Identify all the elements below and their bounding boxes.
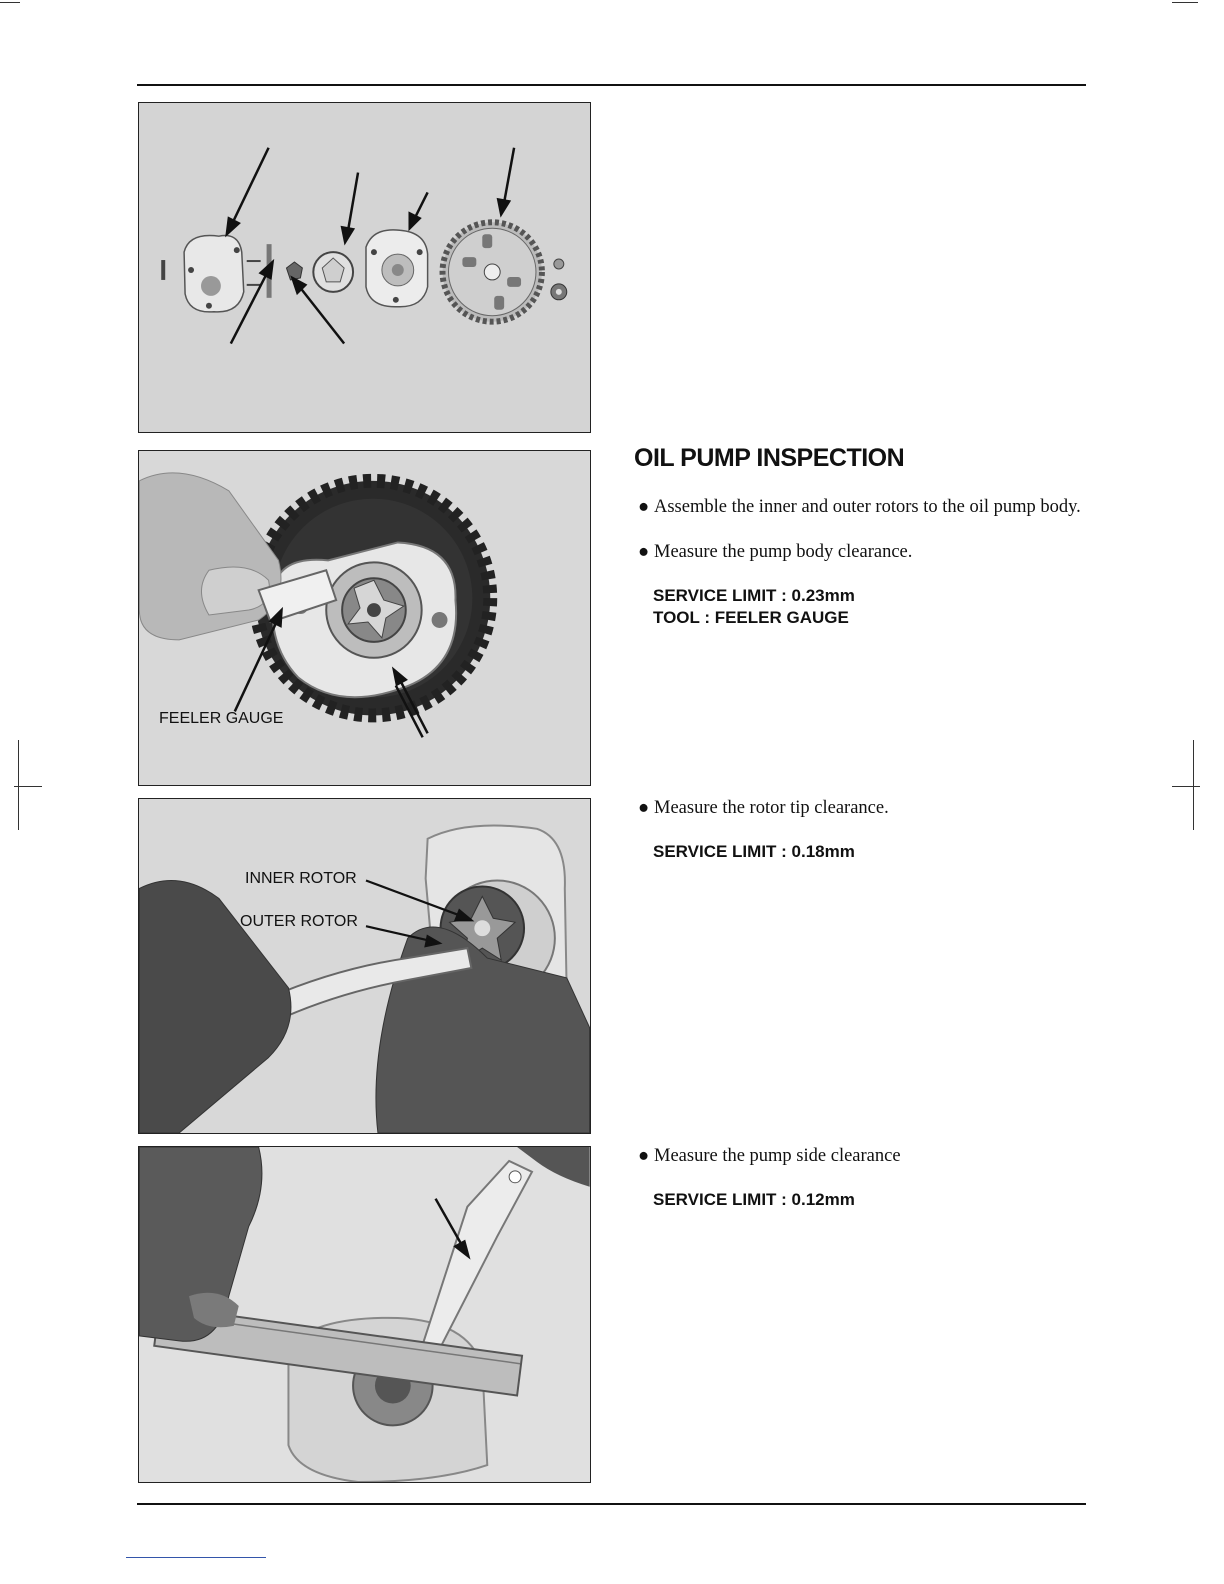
outer-rotor-label: OUTER ROTOR	[240, 913, 358, 930]
crop-mark-left	[18, 740, 19, 830]
body-tool: TOOL : FEELER GAUGE	[653, 608, 849, 627]
side-clearance-illustration	[139, 1147, 590, 1482]
photo-exploded-parts	[138, 102, 591, 433]
step-text: Assemble the inner and outer rotors to the oil pump body.	[654, 497, 1081, 517]
inner-rotor-label: INNER ROTOR	[245, 870, 357, 887]
step-text: Measure the rotor tip clearance.	[654, 798, 889, 818]
photo-side-clearance	[138, 1146, 591, 1483]
step-assemble	[638, 496, 1088, 518]
photo-rotor-tip	[138, 798, 591, 1134]
crop-mark-left-h	[14, 786, 42, 787]
step-body-clearance	[638, 541, 1088, 563]
crop-mark-right	[1193, 740, 1194, 830]
step-text: Measure the pump side clearance	[654, 1146, 901, 1166]
crop-mark-top-left	[0, 2, 20, 3]
photo-body-clearance	[138, 450, 591, 786]
step-side-clearance	[638, 1145, 1088, 1167]
exploded-parts-illustration	[139, 103, 590, 432]
bullet-icon: ●	[638, 497, 650, 517]
bullet-icon: ●	[638, 798, 650, 818]
rotor-tip-illustration	[139, 799, 590, 1133]
tip-service-limit: SERVICE LIMIT : 0.18mm	[653, 842, 855, 861]
bullet-icon: ●	[638, 1146, 650, 1166]
bottom-underline	[126, 1557, 266, 1558]
section-heading: OIL PUMP INSPECTION	[634, 444, 905, 472]
top-rule	[137, 84, 1086, 86]
bullet-icon: ●	[638, 542, 650, 562]
body-service-limit: SERVICE LIMIT : 0.23mm	[653, 586, 855, 605]
body-clearance-illustration	[139, 451, 590, 785]
step-rotor-tip	[638, 797, 1088, 819]
bottom-rule	[137, 1503, 1086, 1505]
feeler-gauge-label: FEELER GAUGE	[159, 710, 284, 727]
crop-mark-right-h	[1172, 786, 1200, 787]
side-service-limit: SERVICE LIMIT : 0.12mm	[653, 1190, 855, 1209]
step-text: Measure the pump body clearance.	[654, 542, 913, 562]
crop-mark-top-right	[1172, 2, 1198, 3]
